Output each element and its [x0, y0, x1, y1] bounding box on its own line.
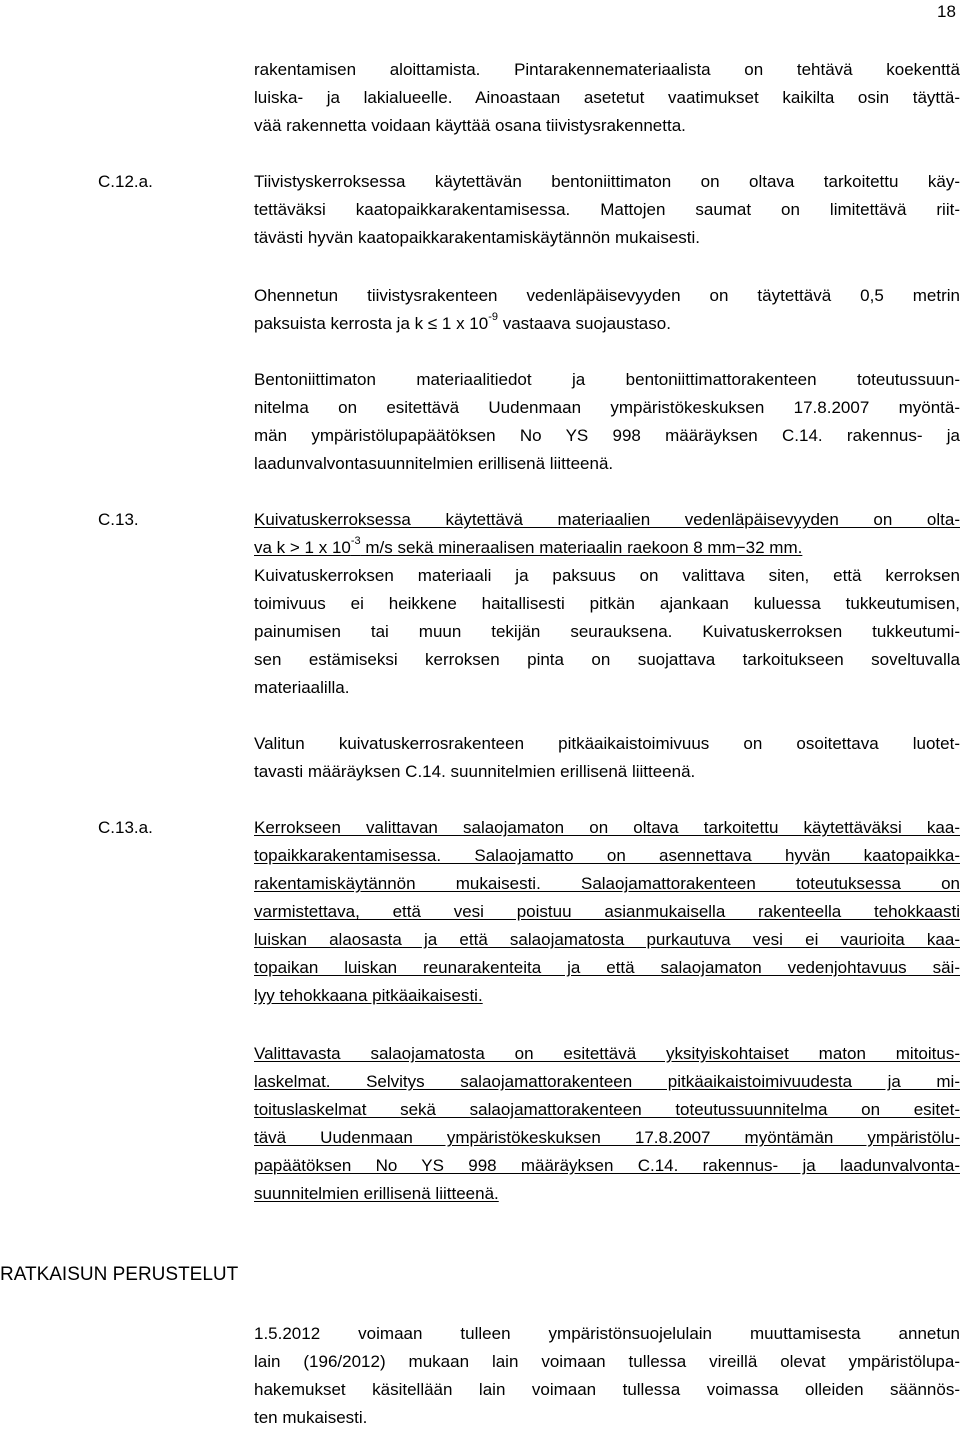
text-line: varmistettava, että vesi poistuu asianmukaisella rakenteella tehokkaasti: [254, 902, 960, 921]
exponent: -9: [488, 311, 498, 323]
text-line: suunnitelmien erillisenä liitteenä.: [254, 1184, 499, 1203]
text-line: rakentamiskäytännön mukaisesti. Salaojamattorakenteen toteutuksessa on: [254, 874, 960, 893]
text-line: Kuivatuskerroksen materiaali ja paksuus on valittava siten, että kerroksen: [254, 566, 960, 585]
perustelut-paragraph: [254, 1320, 960, 1432]
text-line: Bentoniittimaton materiaalitiedot ja bentoniittimattorakenteen toteutussuun-: [254, 370, 960, 389]
text-line: toituslaskelmat sekä salaojamattorakenteen toteutussuunnitelma on esitet-: [254, 1100, 960, 1119]
text-line: painumisen tai muun tekijän seurauksena. Kuivatuskerroksen tukkeutumi-: [254, 622, 960, 641]
text-line: paksuista kerrosta ja k ≤ 1 x $10^{-9}$ vastaava suojaustaso.: [254, 311, 671, 333]
text-line: Tiivistyskerroksessa käytettävän bentoniittimaton on oltava tarkoitettu käy-: [254, 172, 960, 191]
text-line: materiaalilla.: [254, 678, 350, 697]
section-label-c12a: C.12.a.: [98, 172, 153, 191]
text-line: laadunvalvontasuunnitelmien erillisenä liitteenä.: [254, 454, 614, 473]
text-line: topaikkarakentamisessa. Salaojamatto on asennettava hyvän kaatopaikka-: [254, 846, 960, 865]
text-line: rakentamisen aloittamista. Pintarakennemateriaalista on tehtävä koekenttä: [254, 60, 960, 79]
c13a-paragraph-1: [254, 814, 960, 1010]
intro-paragraph: [254, 56, 960, 140]
text-line: tävästi hyvän kaatopaikkarakentamiskäytännön mukaisesti.: [254, 228, 701, 247]
section-label-c13: C.13.: [98, 510, 139, 529]
c13-paragraph-1: [254, 506, 960, 702]
text-line: män ympäristölupapäätöksen No YS 998 määräyksen C.14. rakennus- ja: [254, 426, 960, 445]
text-line: Ohennetun tiivistysrakenteen vedenläpäisevyyden on täytettävä 0,5 metrin: [254, 286, 960, 305]
text-line: topaikan luiskan reunarakenteita ja että salaojamaton vedenjohtavuus säi-: [254, 958, 960, 977]
text-line: sen estämiseksi kerroksen pinta on suojattava tarkoitukseen soveltuvalla: [254, 650, 960, 669]
c12a-paragraph-3: [254, 366, 960, 478]
text-line: luiskan alaosasta ja että salaojamatosta purkautuva vesi ei vaurioita kaa-: [254, 930, 960, 949]
section-heading: RATKAISUN PERUSTELUT: [0, 1264, 239, 1285]
exponent: -3: [350, 535, 361, 547]
text-line: va k > 1 x $10^{-3}$ m/s sekä mineraalisen materiaalin raekoon 8 mm−32 mm.: [254, 535, 803, 557]
text-line: tävä Uudenmaan ympäristökeskuksen 17.8.2007 myöntämän ympäristölu-: [254, 1128, 960, 1147]
text-line: 1.5.2012 voimaan tulleen ympäristönsuojelulain muuttamisesta annetun: [254, 1324, 960, 1343]
text-line: vää rakennetta voidaan käyttää osana tiivistysrakennetta.: [254, 116, 686, 135]
text-line: nitelma on esitettävä Uudenmaan ympäristökeskuksen 17.8.2007 myöntä-: [254, 398, 960, 417]
text-line: tettäväksi kaatopaikkarakentamisessa. Mattojen saumat on limitettävä riit-: [254, 200, 960, 219]
page-number: 18: [937, 2, 956, 21]
c12a-paragraph-2: [254, 282, 960, 338]
section-label-c13a: C.13.a.: [98, 818, 153, 837]
text-line: Valittavasta salaojamatosta on esitettävä yksityiskohtaiset maton mitoitus-: [254, 1044, 960, 1063]
text-line: ten mukaisesti.: [254, 1408, 368, 1427]
c13a-paragraph-2: [254, 1040, 960, 1208]
text-line: papäätöksen No YS 998 määräyksen C.14. rakennus- ja laadunvalvonta-: [254, 1156, 960, 1175]
text-line: lain (196/2012) mukaan lain voimaan tullessa vireillä olevat ympäristölupa-: [254, 1352, 960, 1371]
text-line: toimivuus ei heikkene haitallisesti pitkän ajankaan kuluessa tukkeutumisen,: [254, 594, 960, 613]
text-line: luiska- ja lakialueelle. Ainoastaan asetetut vaatimukset kaikilta osin täyttä-: [254, 88, 960, 107]
text-line: Kuivatuskerroksessa käytettävä materiaalien vedenläpäisevyyden on olta-: [254, 510, 960, 529]
text-line: tavasti määräyksen C.14. suunnitelmien erillisenä liitteenä.: [254, 762, 696, 781]
text-line: Valitun kuivatuskerrosrakenteen pitkäaikaistoimivuus on osoitettava luotet-: [254, 734, 960, 753]
text-line: hakemukset käsitellään lain voimaan tullessa voimassa olleiden säännös-: [254, 1380, 960, 1399]
text-line: Kerrokseen valittavan salaojamaton on oltava tarkoitettu käytettäväksi kaa-: [254, 818, 960, 837]
text-line: lyy tehokkaana pitkäaikaisesti.: [254, 986, 483, 1005]
c13-paragraph-2: [254, 730, 960, 786]
text-line: laskelmat. Selvitys salaojamattorakenteen pitkäaikaistoimivuudesta ja mi-: [254, 1072, 960, 1091]
c12a-paragraph-1: [254, 168, 960, 252]
